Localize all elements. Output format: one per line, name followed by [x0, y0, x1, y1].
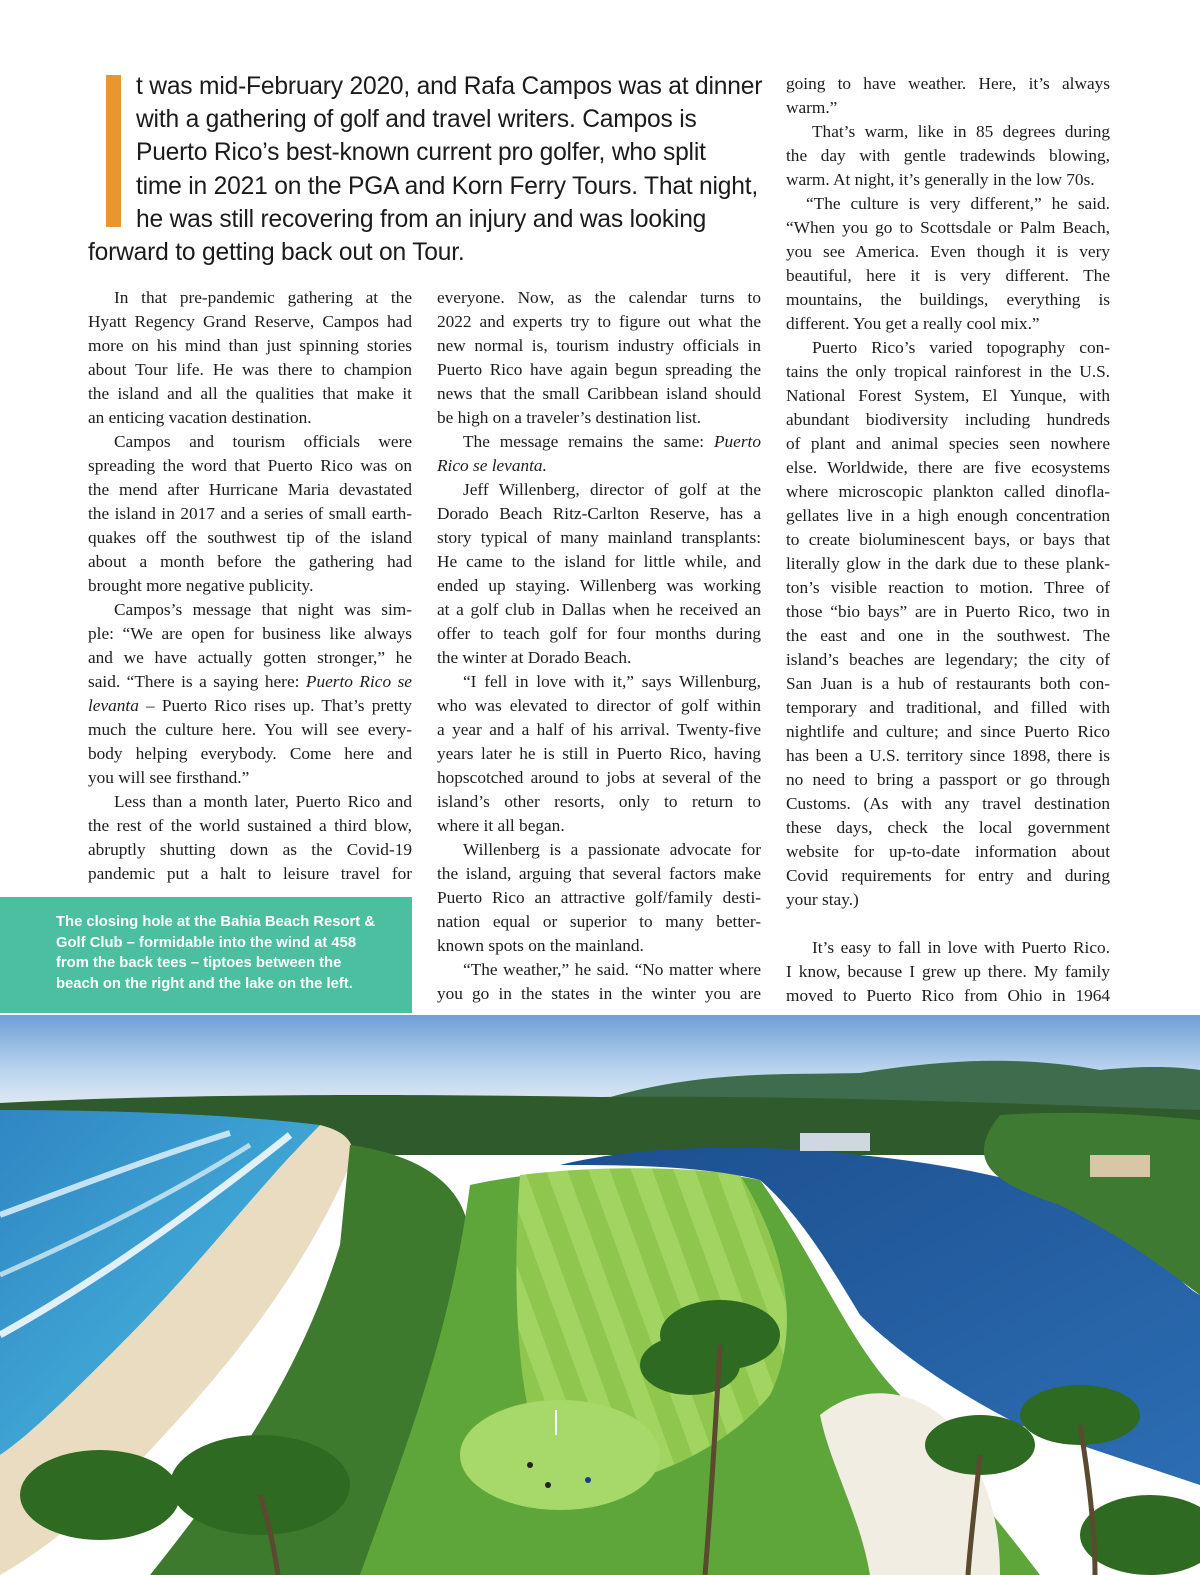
text-line: tains the only tropical rainforest in the U.S. [786, 362, 1110, 381]
text-line: San Juan is a hub of restaurants both con- [786, 674, 1110, 693]
text-line: going to have weather. Here, it’s always [786, 74, 1110, 93]
text-line: warm.” [786, 98, 838, 117]
text-line: the day with gentle tradewinds blowing, [786, 146, 1110, 165]
text-line: much the culture here. You will see every- [88, 720, 412, 739]
article-column-1 [88, 286, 412, 886]
text-line: ple: “We are open for business like always [88, 624, 412, 643]
text-line: Hyatt Regency Grand Reserve, Campos had [88, 312, 412, 331]
text-line: where microscopic plankton called dinofla- [786, 482, 1110, 501]
text-run: The message remains the same: [463, 432, 714, 451]
italic-phrase: Rico se levanta. [437, 456, 547, 475]
text-line: “I fell in love with it,” says Willenburg, [463, 672, 761, 691]
text-line: nightlife and culture; and since Puerto Rico [786, 722, 1110, 741]
text-line: the mend after Hurricane Maria devastated [88, 480, 412, 499]
italic-phrase: Puerto [713, 432, 761, 451]
italic-phrase: levanta [88, 696, 139, 715]
text-line: known spots on the mainland. [437, 936, 644, 955]
text-line: ended up staying. Willenberg was working [437, 576, 761, 595]
text-line: new normal is, tourism industry officials in [437, 336, 761, 355]
text-line: island’s other resorts, only to return to [437, 792, 761, 811]
text-line: the island, arguing that several factors make [437, 864, 761, 883]
text-line: He came to the island for little while, and [437, 552, 761, 571]
text-line: the east and one in the southwest. The [786, 626, 1110, 645]
article-column-2 [437, 286, 761, 1006]
text-run: said. “There is a saying here: [88, 672, 306, 691]
text-line: years later he is still in Puerto Rico, having [437, 744, 761, 763]
text-line [88, 694, 412, 718]
lede-line: forward to getting back out on Tour. [88, 239, 465, 267]
photo-caption [0, 897, 412, 1013]
paragraph-gap [786, 912, 1110, 936]
text-line: brought more negative publicity. [88, 576, 314, 595]
text-line: Campos and tourism officials were [114, 432, 412, 451]
text-line: Campos’s message that night was sim- [114, 600, 412, 619]
lede-line: with a gathering of golf and travel writers. Campos is [136, 106, 697, 134]
text-line: everyone. Now, as the calendar turns to [437, 288, 761, 307]
text-line: the island in 2017 and a series of small earth- [88, 504, 412, 523]
text-line: It’s easy to fall in love with Puerto Rico. [812, 938, 1110, 957]
text-line: you will see firsthand.” [88, 768, 250, 787]
text-line: gellates live in a high enough concentration [786, 506, 1110, 525]
putting-green [460, 1400, 660, 1510]
text-line: ton’s visible reaction to motion. Three of [786, 578, 1110, 597]
text-line: In that pre-pandemic gathering at the [114, 288, 412, 307]
text-line: Puerto Rico have again begun spreading the [437, 360, 761, 379]
building [1090, 1155, 1150, 1177]
lede-line: time in 2021 on the PGA and Korn Ferry Tours. That night, [136, 172, 759, 200]
text-line: about Tour life. He was there to champion [88, 360, 412, 379]
text-line: warm. At night, it’s generally in the low 70s. [786, 170, 1095, 189]
text-line: else. Worldwide, there are five ecosystems [786, 458, 1110, 477]
text-line: Dorado Beach Ritz-Carlton Reserve, has a [437, 504, 761, 523]
lede-line: t was mid-February 2020, and Rafa Campos was at dinner [136, 73, 763, 100]
text-line: temporary and traditional, and filled with [786, 698, 1110, 717]
text-line: you go in the states in the winter you are [437, 984, 761, 1003]
text-line: of plant and animal species seen nowhere [786, 434, 1110, 453]
article-column-3 [786, 72, 1110, 1008]
text-line: Puerto Rico’s varied topography con- [812, 338, 1110, 357]
caption-line: The closing hole at the Bahia Beach Resort & [56, 914, 376, 930]
text-run: – Puerto Rico rises up. That’s pretty [138, 696, 412, 715]
text-line: hopscotched around to jobs at several of the [437, 768, 761, 787]
text-line: at a golf club in Dallas when he received an [437, 600, 761, 619]
text-line: a year and a half of his arrival. Twenty-five [437, 720, 761, 739]
text-line: abundant biodiversity including hundreds [786, 410, 1110, 429]
text-line: Covid requirements for entry and during [786, 866, 1110, 885]
text-line [88, 670, 412, 694]
lede-paragraph [88, 70, 764, 269]
text-line: abruptly shutting down as the Covid-19 [88, 840, 412, 859]
text-line [437, 430, 761, 454]
text-line: Puerto Rico an attractive golf/family desti- [437, 888, 761, 907]
text-line: and we have actually gotten stronger,” he [88, 648, 412, 667]
text-line: Customs. (As with any travel destination [786, 794, 1110, 813]
text-line: offer to teach golf for four months during [437, 624, 761, 643]
text-line: more on his mind than just spinning stories [88, 336, 412, 355]
text-line: where it all began. [437, 816, 565, 835]
text-line: 2022 and experts try to figure out what the [437, 312, 761, 331]
lede-line: he was still recovering from an injury and was looking [136, 205, 707, 233]
text-line: National Forest System, El Yunque, with [786, 386, 1110, 405]
text-line: the island and all the qualities that make it [88, 384, 412, 403]
text-line: you see America. Even though it is very [786, 242, 1110, 261]
text-line: island’s beaches are legendary; the city of [786, 650, 1110, 669]
text-line: be high on a traveler’s destination list. [437, 408, 702, 427]
text-line: website for up-to-date information about [786, 842, 1110, 861]
text-line: mountains, the buildings, everything is [786, 290, 1110, 309]
text-line: these days, check the local government [786, 818, 1110, 837]
text-line: beautiful, here it is very different. The [786, 266, 1110, 285]
text-line: different. You get a really cool mix.” [786, 314, 1040, 333]
text-line: Less than a month later, Puerto Rico and [114, 792, 412, 811]
text-line: the winter at Dorado Beach. [437, 648, 632, 667]
text-line: pandemic put a halt to leisure travel for [88, 864, 412, 883]
text-line: literally glow in the dark due to these plank- [786, 554, 1110, 573]
text-line: That’s warm, like in 85 degrees during [812, 122, 1110, 141]
text-line: the rest of the world sustained a third blow, [88, 816, 412, 835]
text-line: Willenberg is a passionate advocate for [463, 840, 761, 859]
text-line: your stay.) [786, 890, 859, 909]
aerial-golf-course-photo [0, 1015, 1200, 1575]
text-line: who was elevated to director of golf within [437, 696, 761, 715]
text-line: an enticing vacation destination. [88, 408, 312, 427]
caption-line: from the back tees – tiptoes between the [56, 955, 342, 972]
lede-line: Puerto Rico’s best-known current pro golfer, who split [136, 139, 706, 167]
text-line: quakes off the southwest tip of the island [88, 528, 412, 547]
text-line: has been a U.S. territory since 1898, there is [786, 746, 1110, 765]
text-line: “The weather,” he said. “No matter where [463, 960, 761, 979]
text-line: “When you go to Scottsdale or Palm Beach, [786, 218, 1110, 237]
text-line: body helping everybody. Come here and [88, 744, 412, 763]
text-line: I know, because I grew up there. My family [786, 962, 1110, 981]
text-line [437, 454, 761, 478]
text-line: news that the small Caribbean island should [437, 384, 761, 403]
text-line: no need to bring a passport or go through [786, 770, 1110, 789]
italic-phrase: Puerto Rico se [305, 672, 412, 691]
text-line: Jeff Willenberg, director of golf at the [463, 480, 761, 499]
text-line: those “bio bays” are in Puerto Rico, two in [786, 602, 1110, 621]
text-line: nation equal or superior to many better- [437, 912, 761, 931]
text-line: to create bioluminescent bays, or bays that [786, 530, 1110, 549]
text-line: “The culture is very different,” he said. [806, 194, 1110, 213]
text-line: story typical of many mainland transplants: [437, 528, 761, 547]
building [800, 1133, 870, 1151]
caption-line: beach on the right and the lake on the left. [56, 975, 353, 992]
text-line: spreading the word that Puerto Rico was on [88, 456, 412, 475]
text-line: moved to Puerto Rico from Ohio in 1964 [786, 986, 1110, 1005]
caption-line: Golf Club – formidable into the wind at 458 [56, 934, 357, 951]
text-line: about a month before the gathering had [88, 552, 412, 571]
